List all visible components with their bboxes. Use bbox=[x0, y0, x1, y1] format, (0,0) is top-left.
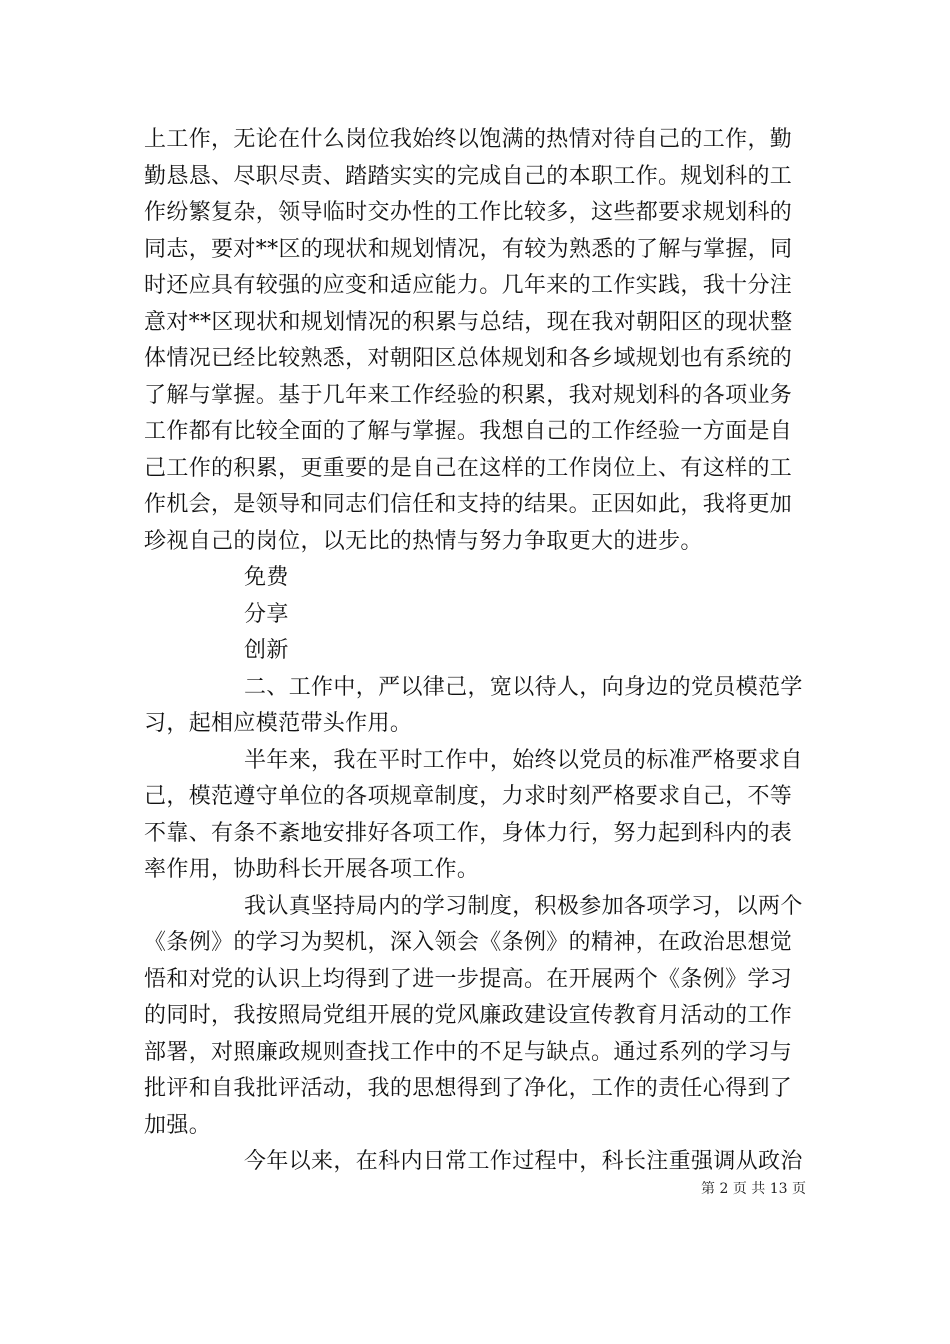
text-line: 时还应具有较强的应变和适应能力。几年来的工作实践，我十分注 bbox=[144, 273, 793, 298]
section-heading: 二、工作中，严以律己，宽以待人，向身边的党员模范学 bbox=[244, 674, 803, 700]
text-line: 上工作，无论在什么岗位我始终以饱满的热情对待自己的工作，勤 bbox=[144, 127, 793, 152]
text-line: 同志，要对**区的现状和规划情况，有较为熟悉的了解与掌握，同 bbox=[144, 236, 793, 262]
body-text bbox=[144, 122, 810, 1181]
text-line: 《条例》的学习为契机，深入领会《条例》的精神，在政治思想觉 bbox=[144, 930, 793, 955]
text-line: 的同时，我按照局党组开展的党风廉政建设宣传教育月活动的工作 bbox=[144, 1003, 793, 1028]
text-line: 己工作的积累，更重要的是自己在这样的工作岗位上、有这样的工 bbox=[144, 455, 793, 481]
text-line: 半年来，我在平时工作中，始终以党员的标准严格要求自 bbox=[244, 747, 803, 773]
text-line: 批评和自我批评活动，我的思想得到了净化，工作的责任心得到了 bbox=[144, 1076, 793, 1101]
text-line: 意对**区现状和规划情况的积累与总结，现在我对朝阳区的现状整 bbox=[144, 309, 793, 335]
text-line: 今年以来，在科内日常工作过程中，科长注重强调从政治 bbox=[244, 1149, 803, 1174]
text-line: 作纷繁复杂，领导临时交办性的工作比较多，这些都要求规划科的 bbox=[144, 200, 793, 225]
text-line: 珍视自己的岗位，以无比的热情与努力争取更大的进步。 bbox=[144, 528, 703, 554]
text-line: 了解与掌握。基于几年来工作经验的积累，我对规划科的各项业务 bbox=[144, 382, 793, 408]
text-line: 作机会，是领导和同志们信任和支持的结果。正因如此，我将更加 bbox=[144, 492, 793, 517]
text-line: 工作都有比较全面的了解与掌握。我想自己的工作经验一方面是自 bbox=[144, 419, 793, 444]
text-line: 免费 bbox=[244, 565, 289, 590]
text-line: 部署，对照廉政规则查找工作中的不足与缺点。通过系列的学习与 bbox=[144, 1039, 793, 1065]
text-line: 创新 bbox=[244, 638, 289, 663]
text-line: 加强。 bbox=[144, 1112, 212, 1138]
text-line: 勤恳恳、尽职尽责、踏踏实实的完成自己的本职工作。规划科的工 bbox=[144, 163, 793, 189]
text-line: 我认真坚持局内的学习制度，积极参加各项学习，以两个 bbox=[244, 893, 803, 919]
text-line: 率作用，协助科长开展各项工作。 bbox=[144, 857, 480, 882]
text-line: 体情况已经比较熟悉，对朝阳区总体规划和各乡域规划也有系统的 bbox=[144, 346, 793, 371]
page-footer: 第 2 页 共 13 页 bbox=[701, 1181, 806, 1197]
text-line: 习，起相应模范带头作用。 bbox=[144, 711, 413, 736]
text-line: 己，模范遵守单位的各项规章制度，力求时刻严格要求自己，不等 bbox=[144, 784, 793, 809]
text-line: 不靠、有条不紊地安排好各项工作，身体力行，努力起到科内的表 bbox=[144, 820, 793, 846]
text-line: 分享 bbox=[244, 601, 289, 627]
text-line: 悟和对党的认识上均得到了进一步提高。在开展两个《条例》学习 bbox=[144, 966, 793, 992]
